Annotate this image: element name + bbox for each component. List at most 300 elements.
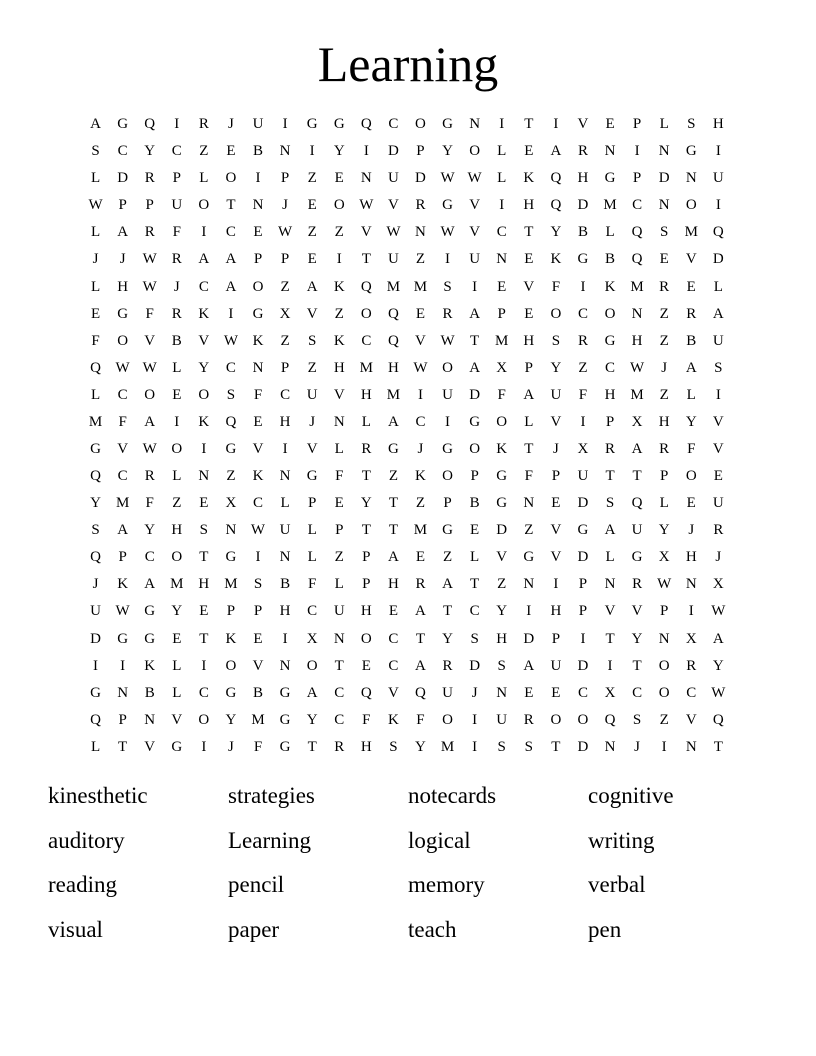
grid-letter: O xyxy=(685,197,697,214)
grid-letter: J xyxy=(282,197,288,214)
grid-letter: O xyxy=(685,468,697,485)
grid-letter: D xyxy=(658,170,670,187)
grid-letter: M xyxy=(359,359,373,376)
grid-letter: Y xyxy=(550,224,562,241)
grid-letter: M xyxy=(413,278,428,295)
grid-letter: V xyxy=(712,413,724,430)
grid-letter: M xyxy=(440,738,455,755)
grid-letter: Q xyxy=(712,711,724,728)
grid-letter: Y xyxy=(631,630,643,647)
grid-letter: N xyxy=(685,170,697,187)
grid-letter: W xyxy=(142,251,157,268)
grid-letter: N xyxy=(685,738,697,755)
grid-letter: R xyxy=(442,657,453,674)
grid-letter: R xyxy=(171,305,182,322)
word-list-item: kinesthetic xyxy=(48,783,148,808)
grid-letter: N xyxy=(658,143,670,160)
grid-letter: P xyxy=(578,576,588,593)
grid-letter: O xyxy=(198,711,210,728)
grid-letter: G xyxy=(279,684,291,701)
grid-letter: H xyxy=(360,738,372,755)
grid-letter: V xyxy=(306,440,318,457)
grid-letter: C xyxy=(388,657,399,674)
grid-letter: O xyxy=(306,657,318,674)
grid-letter: P xyxy=(632,170,642,187)
grid-letter: X xyxy=(306,630,318,647)
grid-letter: G xyxy=(442,197,453,214)
grid-letter: C xyxy=(334,684,345,701)
grid-letter: W xyxy=(142,359,157,376)
grid-letter: G xyxy=(685,143,697,160)
grid-letter: O xyxy=(604,305,616,322)
grid-letter: L xyxy=(470,549,480,566)
grid-letter: S xyxy=(551,332,561,349)
grid-letter: L xyxy=(172,657,182,674)
grid-letter: B xyxy=(469,495,480,512)
grid-letter: G xyxy=(469,413,481,430)
grid-letter: O xyxy=(415,116,426,133)
grid-letter: T xyxy=(307,738,317,755)
grid-letter: S xyxy=(91,143,100,160)
grid-letter: P xyxy=(524,359,533,376)
grid-letter: Z xyxy=(659,386,669,403)
grid-letter: R xyxy=(442,305,453,322)
grid-letter: N xyxy=(604,143,616,160)
grid-letter: K xyxy=(415,468,426,485)
grid-letter: J xyxy=(688,522,695,539)
grid-letter: C xyxy=(686,684,697,701)
grid-letter: N xyxy=(144,711,156,728)
grid-letter: L xyxy=(605,549,615,566)
grid-letter: Z xyxy=(578,359,588,376)
grid-letter: R xyxy=(686,305,697,322)
grid-letter: Y xyxy=(442,630,453,647)
grid-letter: U xyxy=(469,251,481,268)
grid-letter: A xyxy=(685,359,697,376)
grid-letter: O xyxy=(550,711,562,728)
grid-letter: D xyxy=(90,630,101,647)
grid-letter: L xyxy=(334,440,344,457)
grid-letter: R xyxy=(144,170,155,187)
grid-letter: K xyxy=(604,278,616,295)
grid-letter: C xyxy=(605,359,616,376)
grid-letter: G xyxy=(442,116,453,133)
grid-letter: P xyxy=(335,522,344,539)
grid-letter: R xyxy=(659,440,670,457)
grid-letter: N xyxy=(333,630,345,647)
grid-letter: N xyxy=(523,576,535,593)
word-list-item: notecards xyxy=(408,783,497,808)
grid-letter: H xyxy=(387,359,399,376)
grid-letter: J xyxy=(661,359,668,376)
grid-letter: H xyxy=(523,332,535,349)
grid-letter: Q xyxy=(90,549,101,566)
grid-letter: U xyxy=(712,170,724,187)
grid-letter: T xyxy=(713,738,723,755)
grid-letter: Y xyxy=(360,495,372,512)
grid-letter: R xyxy=(686,657,697,674)
word-list-item: auditory xyxy=(48,827,125,853)
grid-letter: Z xyxy=(307,170,317,187)
grid-letter: S xyxy=(714,359,723,376)
grid-letter: F xyxy=(524,468,533,485)
grid-letter: G xyxy=(631,549,643,566)
grid-letter: H xyxy=(360,386,372,403)
grid-letter: G xyxy=(496,495,508,512)
grid-letter: E xyxy=(307,251,317,268)
grid-letter: A xyxy=(469,359,481,376)
grid-letter: A xyxy=(306,278,318,295)
grid-letter: G xyxy=(523,549,535,566)
grid-letter: W xyxy=(711,603,726,620)
grid-letter: R xyxy=(334,738,345,755)
grid-letter: J xyxy=(417,440,424,457)
grid-letter: P xyxy=(416,143,425,160)
grid-letter: G xyxy=(252,305,264,322)
grid-letter: C xyxy=(577,305,588,322)
grid-letter: D xyxy=(577,495,589,512)
grid-letter: G xyxy=(171,738,183,755)
grid-letter: Q xyxy=(631,251,643,268)
grid-letter: R xyxy=(171,251,182,268)
grid-letter: Q xyxy=(631,495,643,512)
grid-letter: C xyxy=(632,684,643,701)
grid-letter: M xyxy=(115,495,130,512)
grid-letter: K xyxy=(198,305,210,322)
grid-letter: Y xyxy=(225,711,237,728)
grid-letter: P xyxy=(551,630,561,647)
grid-letter: T xyxy=(442,603,453,620)
grid-letter: V xyxy=(415,332,426,349)
grid-letter: U xyxy=(387,170,399,187)
grid-letter: N xyxy=(252,359,264,376)
grid-letter: Z xyxy=(280,332,290,349)
grid-letter: Z xyxy=(307,359,317,376)
grid-letter: S xyxy=(605,495,615,512)
grid-letter: L xyxy=(605,224,615,241)
grid-letter: V xyxy=(712,440,724,457)
grid-letter: R xyxy=(144,224,155,241)
grid-letter: I xyxy=(472,278,478,295)
grid-letter: Z xyxy=(659,711,669,728)
grid-letter: H xyxy=(387,576,399,593)
grid-letter: T xyxy=(632,468,642,485)
grid-letter: A xyxy=(144,576,156,593)
grid-letter: X xyxy=(685,630,697,647)
grid-letter: R xyxy=(605,440,616,457)
grid-letter: V xyxy=(523,278,535,295)
grid-letter: I xyxy=(336,251,342,268)
grid-letter: H xyxy=(496,630,508,647)
grid-letter: C xyxy=(388,630,399,647)
grid-letter: N xyxy=(496,251,508,268)
grid-letter: B xyxy=(144,684,155,701)
grid-letter: O xyxy=(577,711,589,728)
grid-letter: Y xyxy=(144,522,156,539)
grid-letter: O xyxy=(442,359,453,376)
grid-letter: P xyxy=(280,170,290,187)
grid-letter: Z xyxy=(415,251,426,268)
grid-letter: I xyxy=(580,630,586,647)
grid-letter: Y xyxy=(685,413,697,430)
grid-letter: K xyxy=(252,332,264,349)
grid-letter: R xyxy=(415,576,426,593)
grid-letter: D xyxy=(577,549,589,566)
grid-letter: T xyxy=(361,468,371,485)
grid-letter: V xyxy=(685,251,697,268)
grid-letter: H xyxy=(171,522,183,539)
grid-letter: W xyxy=(440,224,455,241)
grid-letter: F xyxy=(497,386,506,403)
grid-letter: N xyxy=(198,468,210,485)
grid-letter: V xyxy=(144,738,156,755)
grid-letter: I xyxy=(715,143,721,160)
grid-letter: A xyxy=(225,251,237,268)
grid-letter: U xyxy=(631,522,643,539)
grid-letter: R xyxy=(361,440,372,457)
grid-letter: S xyxy=(660,224,669,241)
grid-letter: E xyxy=(90,305,101,322)
grid-letter: I xyxy=(553,576,559,593)
grid-letter: F xyxy=(145,305,154,322)
grid-letter: W xyxy=(88,197,103,214)
grid-letter: A xyxy=(415,657,426,674)
grid-letter: C xyxy=(198,684,209,701)
grid-letter: I xyxy=(93,657,99,674)
grid-letter: J xyxy=(309,413,316,430)
grid-letter: H xyxy=(631,332,643,349)
grid-letter: F xyxy=(416,711,425,728)
grid-letter: A xyxy=(117,522,129,539)
grid-letter: E xyxy=(524,305,534,322)
grid-letter: V xyxy=(252,657,264,674)
grid-letter: K xyxy=(198,413,210,430)
grid-letter: G xyxy=(90,440,101,457)
grid-letter: S xyxy=(443,278,452,295)
grid-letter: N xyxy=(333,413,345,430)
word-list-item: strategies xyxy=(228,783,315,808)
grid-letter: P xyxy=(362,549,371,566)
grid-letter: P xyxy=(497,305,506,322)
grid-letter: W xyxy=(440,170,455,187)
grid-letter: Y xyxy=(415,738,426,755)
grid-letter: D xyxy=(469,657,481,674)
grid-letter: G xyxy=(225,684,237,701)
grid-letter: L xyxy=(90,224,101,241)
grid-letter: T xyxy=(605,468,615,485)
grid-letter: S xyxy=(253,576,263,593)
grid-letter: O xyxy=(550,305,562,322)
grid-letter: H xyxy=(550,603,562,620)
grid-letter: I xyxy=(201,440,207,457)
grid-letter: H xyxy=(577,170,589,187)
grid-letter: Y xyxy=(90,495,101,512)
grid-letter: C xyxy=(469,603,480,620)
grid-letter: F xyxy=(118,413,127,430)
grid-letter: R xyxy=(659,278,670,295)
grid-letter: D xyxy=(712,251,724,268)
grid-letter: G xyxy=(604,332,616,349)
grid-letter: G xyxy=(333,116,345,133)
grid-letter: D xyxy=(523,630,535,647)
grid-letter: J xyxy=(471,684,478,701)
grid-letter: U xyxy=(442,386,453,403)
grid-letter: N xyxy=(279,468,291,485)
grid-letter: C xyxy=(388,116,399,133)
grid-letter: S xyxy=(632,711,642,728)
word-list-item: reading xyxy=(48,872,117,897)
grid-letter: W xyxy=(711,684,726,701)
grid-letter: P xyxy=(172,170,181,187)
grid-letter: V xyxy=(631,603,643,620)
grid-letter: R xyxy=(577,143,588,160)
grid-letter: O xyxy=(225,170,237,187)
grid-letter: E xyxy=(199,495,209,512)
grid-letter: B xyxy=(280,576,291,593)
grid-letter: P xyxy=(280,251,290,268)
grid-letter: I xyxy=(445,251,451,268)
grid-letter: R xyxy=(632,576,643,593)
letter-grid xyxy=(82,111,734,761)
grid-letter: G xyxy=(117,630,129,647)
grid-letter: M xyxy=(386,278,401,295)
grid-letter: D xyxy=(496,522,508,539)
grid-letter: G xyxy=(306,468,318,485)
grid-letter: E xyxy=(659,251,669,268)
grid-letter: N xyxy=(117,684,129,701)
grid-letter: U xyxy=(577,468,589,485)
grid-letter: L xyxy=(659,116,669,133)
grid-letter: F xyxy=(253,738,263,755)
grid-letter: L xyxy=(280,495,290,512)
grid-letter: A xyxy=(90,116,101,133)
grid-letter: P xyxy=(660,468,669,485)
grid-letter: R xyxy=(523,711,534,728)
grid-letter: P xyxy=(578,603,588,620)
grid-letter: U xyxy=(333,603,345,620)
grid-letter: N xyxy=(604,738,616,755)
grid-letter: Z xyxy=(334,224,344,241)
grid-letter: J xyxy=(228,116,234,133)
grid-letter: I xyxy=(715,197,721,214)
grid-letter: V xyxy=(496,549,508,566)
grid-letter: O xyxy=(360,630,372,647)
grid-letter: A xyxy=(469,305,481,322)
grid-letter: L xyxy=(686,386,696,403)
grid-letter: T xyxy=(605,630,615,647)
grid-letter: L xyxy=(497,170,507,187)
grid-letter: Z xyxy=(497,576,507,593)
grid-letter: D xyxy=(577,738,589,755)
grid-letter: C xyxy=(198,278,209,295)
grid-letter: W xyxy=(223,332,239,349)
grid-letter: I xyxy=(282,116,288,133)
grid-letter: M xyxy=(170,576,184,593)
grid-letter: K xyxy=(144,657,156,674)
grid-letter: U xyxy=(171,197,183,214)
grid-letter: L xyxy=(172,684,182,701)
grid-letter: I xyxy=(282,630,288,647)
grid-letter: T xyxy=(524,116,534,133)
grid-letter: P xyxy=(632,116,642,133)
grid-letter: W xyxy=(115,359,130,376)
grid-letter: F xyxy=(253,386,263,403)
grid-letter: C xyxy=(334,711,345,728)
word-list-item: logical xyxy=(408,827,471,853)
word-list-item: memory xyxy=(408,872,485,897)
grid-letter: U xyxy=(252,116,264,133)
word-list-item: paper xyxy=(228,916,280,942)
grid-letter: I xyxy=(363,143,369,160)
grid-letter: F xyxy=(362,711,371,728)
grid-letter: G xyxy=(144,603,156,620)
grid-letter: Z xyxy=(199,143,209,160)
grid-letter: S xyxy=(389,738,398,755)
grid-letter: Z xyxy=(334,549,344,566)
grid-letter: D xyxy=(387,143,399,160)
grid-letter: N xyxy=(496,684,508,701)
grid-letter: N xyxy=(685,576,697,593)
grid-letter: E xyxy=(686,495,696,512)
grid-letter: A xyxy=(117,224,129,241)
grid-letter: N xyxy=(279,549,291,566)
grid-letter: P xyxy=(118,711,127,728)
grid-letter: G xyxy=(225,440,237,457)
grid-letter: Z xyxy=(172,495,182,512)
grid-letter: Q xyxy=(550,197,562,214)
grid-letter: I xyxy=(499,197,505,214)
grid-letter: W xyxy=(359,197,374,214)
grid-letter: I xyxy=(255,170,261,187)
grid-letter: F xyxy=(145,495,154,512)
grid-letter: R xyxy=(198,116,209,133)
grid-letter: A xyxy=(523,386,535,403)
grid-letter: L xyxy=(199,170,209,187)
grid-letter: Z xyxy=(524,522,534,539)
grid-letter: P xyxy=(280,359,290,376)
grid-letter: Q xyxy=(225,413,237,430)
grid-letter: T xyxy=(118,738,128,755)
grid-letter: Y xyxy=(144,143,156,160)
grid-letter: F xyxy=(551,278,561,295)
word-list-item: Learning xyxy=(228,827,312,853)
word-list-item: visual xyxy=(48,916,103,942)
grid-letter: G xyxy=(90,684,101,701)
grid-letter: A xyxy=(306,684,318,701)
grid-letter: H xyxy=(658,413,670,430)
grid-letter: E xyxy=(470,522,480,539)
grid-letter: N xyxy=(252,197,264,214)
grid-letter: Q xyxy=(90,711,101,728)
grid-letter: Q xyxy=(387,305,399,322)
grid-letter: B xyxy=(577,224,588,241)
grid-letter: F xyxy=(578,386,588,403)
grid-letter: G xyxy=(387,440,399,457)
grid-letter: K xyxy=(387,711,399,728)
grid-letter: H xyxy=(279,413,291,430)
grid-letter: V xyxy=(252,440,264,457)
grid-letter: O xyxy=(469,143,481,160)
grid-letter: P xyxy=(118,549,127,566)
grid-letter: U xyxy=(279,522,291,539)
grid-letter: K xyxy=(333,332,345,349)
grid-letter: A xyxy=(712,630,724,647)
grid-letter: O xyxy=(360,305,372,322)
grid-letter: E xyxy=(361,657,371,674)
grid-letter: O xyxy=(333,197,345,214)
grid-letter: J xyxy=(228,738,234,755)
grid-letter: I xyxy=(553,116,559,133)
